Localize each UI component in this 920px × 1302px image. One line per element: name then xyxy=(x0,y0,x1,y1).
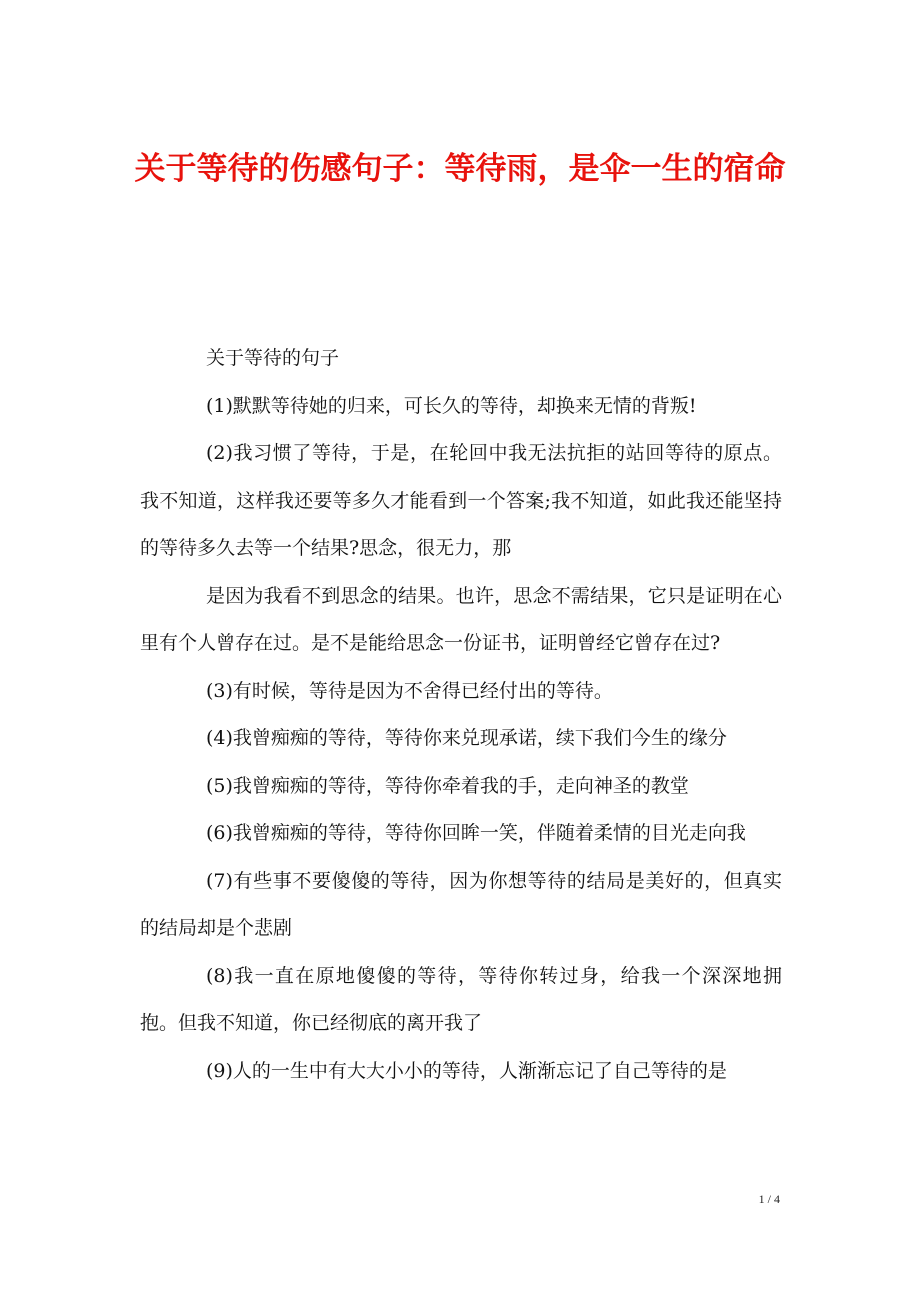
paragraph-2-continued: 是因为我看不到思念的结果。也许，思念不需结果，它只是证明在心里有个人曾存在过。是不是能给思念一份证书，证明曾经它曾存在过? xyxy=(140,584,782,654)
page-number: 1 / 4 xyxy=(758,1192,780,1206)
paragraph-9: (9)人的一生中有大大小小的等待，人渐渐忘记了自己等待的是 xyxy=(206,1059,727,1082)
paragraph-heading: 关于等待的句子 xyxy=(206,347,340,369)
paragraph-2: (2)我习惯了等待，于是，在轮回中我无法抗拒的站回等待的原点。我不知道，这样我还要等多久才能看到一个答案;我不知道，如此我还能坚持的等待多久去等一个结果?思念，很无力，那 xyxy=(140,442,782,559)
paragraph-4: (4)我曾痴痴的等待，等待你来兑现承诺，续下我们今生的缘分 xyxy=(206,727,727,749)
paragraph-5: (5)我曾痴痴的等待，等待你牵着我的手，走向神圣的教堂 xyxy=(206,774,689,797)
document-body xyxy=(140,335,782,1095)
paragraph-7: (7)有些事不要傻傻的等待，因为你想等待的结局是美好的，但真实的结局却是个悲剧 xyxy=(140,869,782,939)
document-title: 关于等待的伤感句子：等待雨，是伞一生的宿命 xyxy=(134,151,786,187)
paragraph-8: (8)我一直在原地傻傻的等待，等待你转过身，给我一个深深地拥抱。但我不知道，你已经彻底的离开我了 xyxy=(140,964,782,1034)
paragraph-6: (6)我曾痴痴的等待，等待你回眸一笑，伴随着柔情的目光走向我 xyxy=(206,822,746,844)
paragraph-1: (1)默默等待她的归来，可长久的等待，却换来无情的背叛! xyxy=(206,394,697,417)
paragraph-3: (3)有时候，等待是因为不舍得已经付出的等待。 xyxy=(206,679,613,702)
